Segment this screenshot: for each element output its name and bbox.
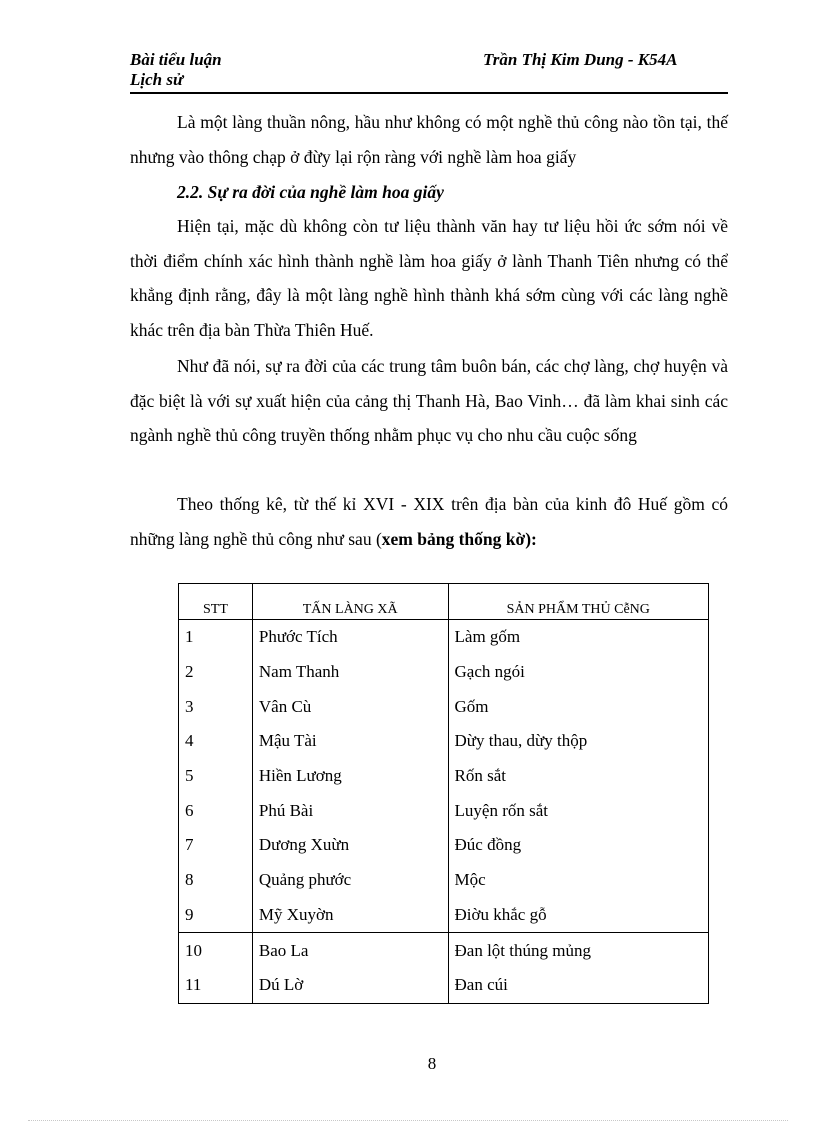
cell-stt: 9 [179, 898, 253, 933]
header-craft-product: SẢN PHẨM THỦ CễNG [448, 584, 708, 620]
cell-product: Điờu khắc gỗ [448, 898, 708, 933]
table-reference: xem bảng thống kờ [381, 528, 526, 549]
header-rule [130, 92, 728, 94]
cell-village: Mỹ Xuyờn [252, 898, 448, 933]
header-course: Bài tiểu luận [130, 50, 222, 69]
page-number: 8 [427, 1054, 437, 1073]
header-subject: Lịch sử [130, 70, 184, 89]
header-stt: STT [179, 584, 253, 620]
table-row [179, 655, 709, 690]
cell-village: Vân Cù [252, 689, 448, 724]
table-row [179, 689, 709, 724]
cell-product: Làm gốm [448, 620, 708, 655]
cell-stt: 3 [179, 689, 253, 724]
table-row [179, 968, 709, 1003]
cell-stt: 11 [179, 968, 253, 1003]
paragraph-4-end: ): [525, 528, 537, 549]
cell-stt: 10 [179, 933, 253, 968]
cell-product: Gốm [448, 689, 708, 724]
cell-product: Đúc đồng [448, 828, 708, 863]
cell-product: Đan cúi [448, 968, 708, 1003]
cell-stt: 8 [179, 863, 253, 898]
cell-village: Mậu Tài [252, 724, 448, 759]
section-heading: 2.2. Sự ra đời của nghề làm hoa giấy [177, 182, 444, 202]
paragraph-2: Hiện tại, mặc dù không còn tư liệu thành văn hay tư liệu hồi ức sớm nói về thời điểm chính xác hình thành nghề làm hoa giấy ở lành Thanh Tiên nhưng có thể khẳng định rằng, đây là một làng nghề hình thành khá sớm cùng với các làng nghề khác trên địa bàn Thừa Thiên Huế. [130, 216, 728, 340]
table-row [179, 620, 709, 655]
cell-stt: 7 [179, 828, 253, 863]
cell-village: Quảng phước [252, 863, 448, 898]
table-row [179, 759, 709, 794]
cell-village: Dú Lờ [252, 968, 448, 1003]
cell-village: Bao La [252, 933, 448, 968]
cell-product: Đan lột thúng mủng [448, 933, 708, 968]
header-village-name: TẤN LÀNG XÃ [252, 584, 448, 620]
craft-villages-table [178, 583, 709, 1004]
cell-stt: 2 [179, 655, 253, 690]
cell-village: Phước Tích [252, 620, 448, 655]
cell-stt: 1 [179, 620, 253, 655]
header-author: Trần Thị Kim Dung - K54A [483, 50, 678, 69]
header-left [130, 50, 222, 90]
cell-product: Rốn sắt [448, 759, 708, 794]
cell-stt: 4 [179, 724, 253, 759]
paragraph-1: Là một làng thuần nông, hầu như không có một nghề thủ công nào tồn tại, thế nhưng vào thông chạp ở đừy lại rộn ràng với nghề làm hoa giấy [130, 112, 728, 167]
cell-product: Dừy thau, dừy thộp [448, 724, 708, 759]
paragraph-4 [130, 487, 728, 556]
cell-stt: 5 [179, 759, 253, 794]
cell-product: Mộc [448, 863, 708, 898]
cell-product: Gạch ngói [448, 655, 708, 690]
footer-rule [28, 1120, 788, 1121]
table-row [179, 933, 709, 968]
table-row [179, 724, 709, 759]
paragraph-3: Như đã nói, sự ra đời của các trung tâm buôn bán, các chợ làng, chợ huyện và đặc biệt là với sự xuất hiện của cảng thị Thanh Hà, Bao Vinh… đã làm khai sinh các ngành nghề thủ công truyền thống nhằm phục vụ cho nhu cầu cuộc sống [130, 356, 728, 445]
table-row [179, 793, 709, 828]
table-header-row [179, 584, 709, 620]
paragraph-4-text: Theo thống kê, từ thế kỉ XVI - XIX trên địa bàn của kinh đô Huế gồm có những làng nghề thủ công như sau ( [130, 494, 728, 549]
cell-product: Luyện rốn sắt [448, 793, 708, 828]
table-row [179, 863, 709, 898]
cell-stt: 6 [179, 793, 253, 828]
cell-village: Hiền Lương [252, 759, 448, 794]
cell-village: Dương Xuừn [252, 828, 448, 863]
cell-village: Nam Thanh [252, 655, 448, 690]
table-row [179, 898, 709, 933]
table-row [179, 828, 709, 863]
cell-village: Phú Bài [252, 793, 448, 828]
